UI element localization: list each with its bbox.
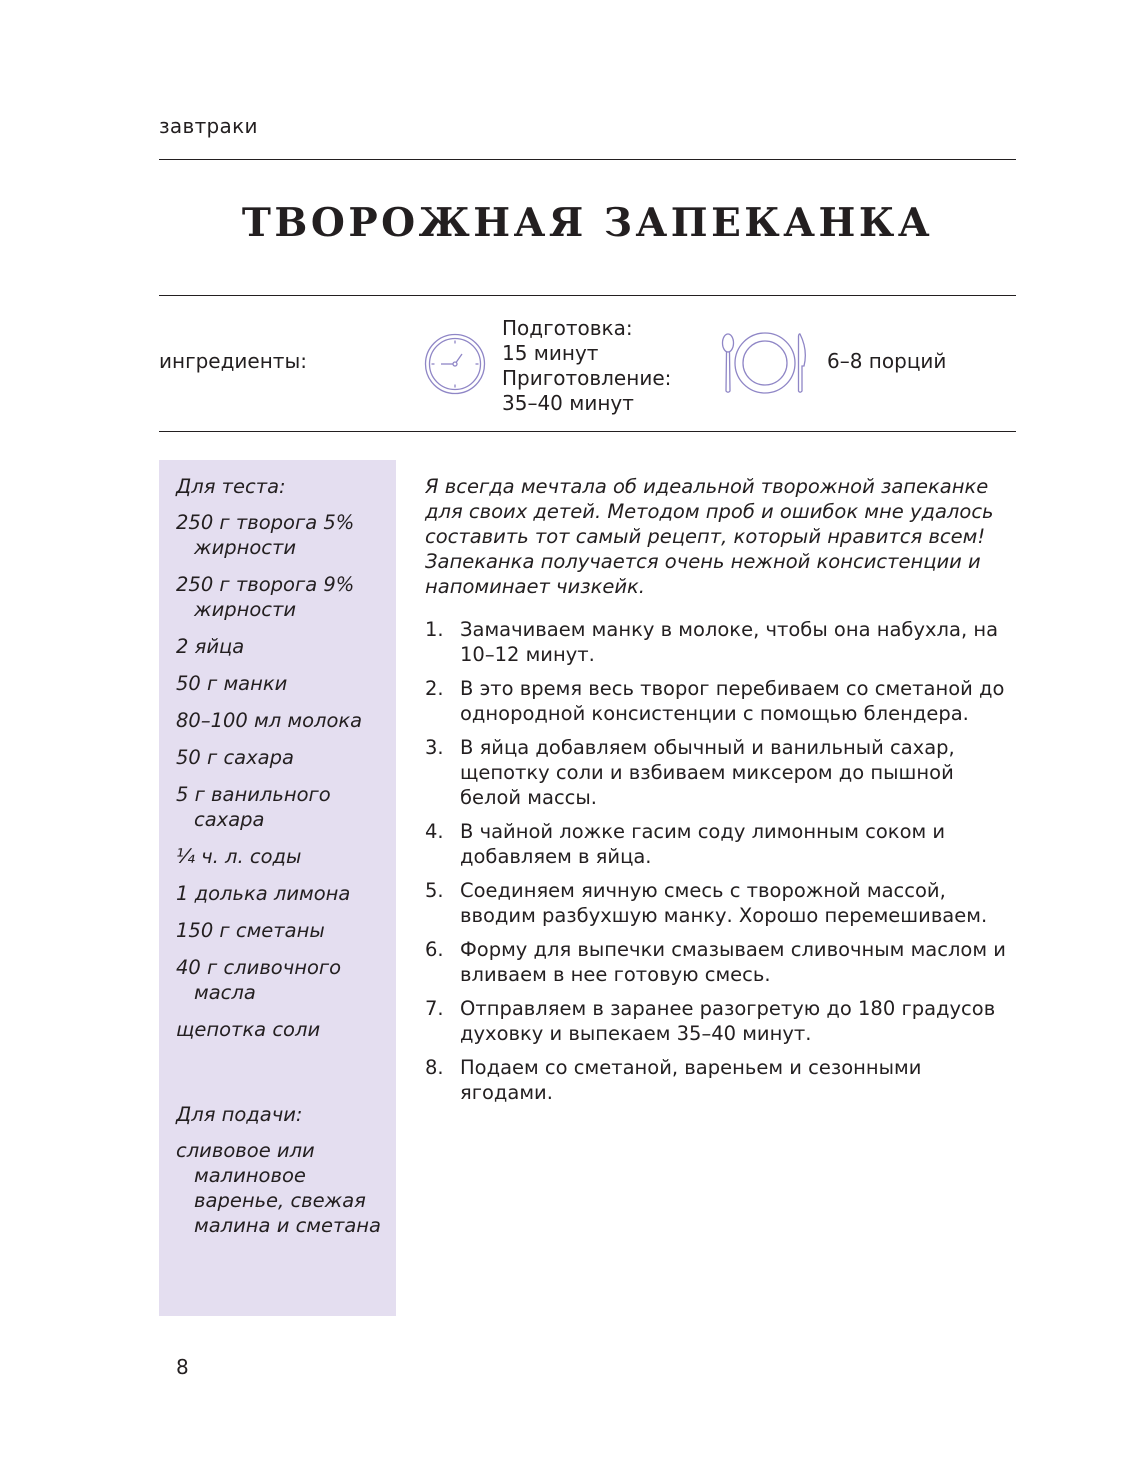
step-text: Замачиваем манку в молоке, чтобы она набухла, на 10–12 минут.: [460, 618, 999, 666]
steps-list: [425, 617, 1020, 1114]
ingredient-item: 2 яйца: [176, 635, 245, 658]
page-number: 8: [176, 1355, 189, 1379]
ingredient-item: сливовое или малиновое варенье, свежая малина и сметана: [176, 1139, 382, 1237]
step-text: Соединяем яичную смесь с творожной массой, вводим разбухшую манку. Хорошо перемешиваем.: [460, 879, 988, 927]
ingredient-item: 250 г творога 9% жирности: [176, 573, 355, 621]
info-top-rule: [159, 295, 1016, 296]
ingredients-sidebar: [159, 460, 396, 1316]
servings: 6–8 порций: [827, 349, 947, 373]
step-number: 1.: [425, 618, 444, 641]
ingredient-item: 5 г ванильного сахара: [176, 783, 331, 831]
step-item: [425, 676, 1020, 726]
step-text: Форму для выпечки смазываем сливочным маслом и вливаем в нее готовую смесь.: [460, 938, 1006, 986]
info-bottom-rule: [159, 431, 1016, 432]
step-item: [425, 878, 1020, 928]
ingredients-label: ингредиенты:: [159, 349, 307, 373]
section-label: завтраки: [159, 114, 258, 138]
ingredient-item: 150 г сметаны: [176, 919, 325, 942]
ingredient-item: 1 долька лимона: [176, 882, 351, 905]
cook-label: Приготовление:: [502, 366, 672, 390]
time-info: [502, 316, 671, 416]
prep-label: Подготовка:: [502, 316, 633, 340]
step-item: [425, 937, 1020, 987]
ingredient-item: 50 г манки: [176, 672, 288, 695]
dough-group-title: Для теста:: [176, 475, 286, 498]
prep-time: 15 минут: [502, 341, 599, 365]
step-item: [425, 617, 1020, 667]
step-number: 3.: [425, 736, 444, 759]
ingredient-item: 50 г сахара: [176, 746, 294, 769]
step-text: В это время весь творог перебиваем со сметаной до однородной консистенции с помощью блендера.: [460, 677, 1005, 725]
step-number: 2.: [425, 677, 444, 700]
clock-icon: [424, 333, 486, 395]
step-text: В чайной ложке гасим соду лимонным соком и добавляем в яйца.: [460, 820, 946, 868]
serving-group-title: Для подачи:: [176, 1103, 303, 1126]
step-number: 5.: [425, 879, 444, 902]
ingredient-item: 250 г творога 5% жирности: [176, 511, 355, 559]
step-text: Отправляем в заранее разогретую до 180 градусов духовку и выпекаем 35–40 минут.: [460, 997, 996, 1045]
ingredient-item: 80–100 мл молока: [176, 709, 363, 732]
top-rule: [159, 159, 1016, 160]
step-text: В яйца добавляем обычный и ванильный сахар, щепотку соли и взбиваем миксером до пышной белой массы.: [460, 736, 955, 809]
step-item: [425, 735, 1020, 810]
step-item: [425, 996, 1020, 1046]
step-number: 8.: [425, 1056, 444, 1079]
plate-cutlery-icon: [718, 330, 810, 396]
step-item: [425, 819, 1020, 869]
step-number: 4.: [425, 820, 444, 843]
recipe-title: ТВОРОЖНАЯ ЗАПЕКАНКА: [241, 200, 934, 246]
step-item: [425, 1055, 1020, 1105]
ingredient-item: щепотка соли: [176, 1018, 321, 1041]
ingredient-item: ¼ ч. л. соды: [176, 845, 302, 868]
cook-time: 35–40 минут: [502, 391, 634, 415]
recipe-intro: Я всегда мечтала об идеальной творожной запеканке для своих детей. Методом проб и ошибок мне удалось составить тот самый рецепт, который нравится всем! Запеканка получается очень нежной консистенции и напоминает чизкейк.: [425, 475, 994, 598]
step-number: 6.: [425, 938, 444, 961]
step-number: 7.: [425, 997, 444, 1020]
serving-ingredients: [176, 1138, 391, 1238]
dough-ingredients: [176, 510, 391, 1042]
ingredient-item: 40 г сливочного масла: [176, 956, 342, 1004]
step-text: Подаем со сметаной, вареньем и сезонными ягодами.: [460, 1056, 922, 1104]
